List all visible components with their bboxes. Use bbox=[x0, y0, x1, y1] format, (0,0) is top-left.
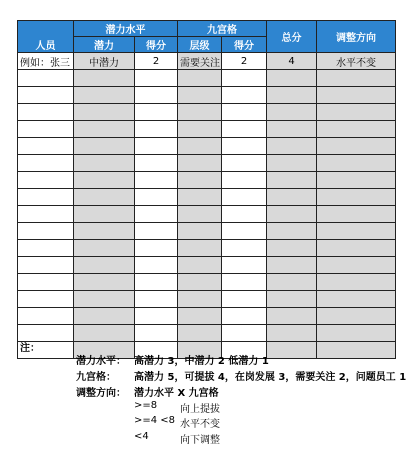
cell-potential[interactable]: 中潜力 bbox=[74, 53, 135, 70]
cell-direction[interactable] bbox=[317, 223, 396, 240]
nine-box-legend-label: 九宫格： bbox=[76, 372, 116, 383]
header-potential-group: 潜力水平 bbox=[74, 21, 178, 37]
cell-potential-score[interactable] bbox=[135, 155, 178, 172]
cell-level-score[interactable] bbox=[222, 240, 267, 257]
cell-potential-score[interactable] bbox=[135, 87, 178, 104]
cell-person[interactable] bbox=[18, 257, 74, 274]
cell-total[interactable] bbox=[267, 257, 317, 274]
cell-potential-score[interactable] bbox=[135, 325, 178, 342]
table-row bbox=[18, 172, 396, 189]
cell-total[interactable] bbox=[267, 104, 317, 121]
cell-potential-score[interactable]: 2 bbox=[135, 53, 178, 70]
cell-level[interactable] bbox=[178, 121, 222, 138]
cell-total[interactable] bbox=[267, 121, 317, 138]
table-row bbox=[18, 121, 396, 138]
table-row bbox=[18, 291, 396, 308]
cell-total[interactable] bbox=[267, 206, 317, 223]
cell-total[interactable] bbox=[267, 70, 317, 87]
cell-level-score[interactable] bbox=[222, 206, 267, 223]
cell-person[interactable] bbox=[18, 121, 74, 138]
cell-level[interactable] bbox=[178, 87, 222, 104]
header-direction: 调整方向 bbox=[317, 21, 396, 53]
cell-potential[interactable] bbox=[74, 257, 135, 274]
cell-total[interactable] bbox=[267, 172, 317, 189]
cell-total[interactable] bbox=[267, 274, 317, 291]
header-total: 总分 bbox=[267, 21, 317, 53]
cell-potential[interactable] bbox=[74, 274, 135, 291]
table-row bbox=[18, 155, 396, 172]
cell-potential[interactable] bbox=[74, 121, 135, 138]
cell-level-score[interactable] bbox=[222, 342, 267, 359]
cell-person[interactable] bbox=[18, 104, 74, 121]
cell-direction[interactable] bbox=[317, 121, 396, 138]
cell-level[interactable] bbox=[178, 206, 222, 223]
header-level: 层级 bbox=[178, 37, 222, 53]
cell-potential-score[interactable] bbox=[135, 104, 178, 121]
cell-level[interactable] bbox=[178, 291, 222, 308]
cell-potential[interactable] bbox=[74, 138, 135, 155]
header-row-top bbox=[18, 21, 396, 37]
cell-potential[interactable] bbox=[74, 70, 135, 87]
cell-level-score[interactable] bbox=[222, 325, 267, 342]
cell-level[interactable] bbox=[178, 342, 222, 359]
rule-1-condition: >=8 bbox=[134, 400, 158, 411]
cell-level-score[interactable]: 2 bbox=[222, 53, 267, 70]
cell-person[interactable] bbox=[18, 172, 74, 189]
cell-level[interactable] bbox=[178, 274, 222, 291]
cell-potential[interactable] bbox=[74, 240, 135, 257]
cell-direction[interactable] bbox=[317, 342, 396, 359]
cell-direction[interactable] bbox=[317, 189, 396, 206]
cell-person[interactable] bbox=[18, 206, 74, 223]
cell-total[interactable] bbox=[267, 189, 317, 206]
table-row bbox=[18, 257, 396, 274]
example-row bbox=[18, 53, 396, 70]
cell-potential[interactable] bbox=[74, 291, 135, 308]
cell-direction[interactable]: 水平不变 bbox=[317, 53, 396, 70]
cell-level-score[interactable] bbox=[222, 138, 267, 155]
cell-potential[interactable] bbox=[74, 325, 135, 342]
rule-1-result: 向上提拔 bbox=[180, 404, 220, 415]
table-row bbox=[18, 104, 396, 121]
cell-direction[interactable] bbox=[317, 291, 396, 308]
table-row bbox=[18, 325, 396, 342]
cell-potential[interactable] bbox=[74, 223, 135, 240]
cell-level[interactable] bbox=[178, 172, 222, 189]
table-row bbox=[18, 274, 396, 291]
cell-total[interactable] bbox=[267, 87, 317, 104]
table-row bbox=[18, 240, 396, 257]
note-label: 注： bbox=[20, 343, 40, 354]
cell-potential-score[interactable] bbox=[135, 308, 178, 325]
cell-person[interactable] bbox=[18, 223, 74, 240]
cell-potential[interactable] bbox=[74, 87, 135, 104]
cell-level-score[interactable] bbox=[222, 104, 267, 121]
cell-person[interactable] bbox=[18, 138, 74, 155]
cell-total[interactable] bbox=[267, 155, 317, 172]
cell-total[interactable] bbox=[267, 223, 317, 240]
header-potential-score: 得分 bbox=[135, 37, 178, 53]
cell-direction[interactable] bbox=[317, 172, 396, 189]
cell-direction[interactable] bbox=[317, 155, 396, 172]
potential-legend-label: 潜力水平： bbox=[76, 356, 126, 367]
cell-direction[interactable] bbox=[317, 274, 396, 291]
cell-level-score[interactable] bbox=[222, 189, 267, 206]
cell-level-score[interactable] bbox=[222, 274, 267, 291]
cell-potential-score[interactable] bbox=[135, 342, 178, 359]
evaluation-table bbox=[17, 20, 396, 359]
cell-potential-score[interactable] bbox=[135, 240, 178, 257]
table-row bbox=[18, 342, 396, 359]
table-row bbox=[18, 189, 396, 206]
rule-3-condition: <4 bbox=[134, 431, 149, 442]
cell-level[interactable] bbox=[178, 138, 222, 155]
cell-direction[interactable] bbox=[317, 104, 396, 121]
cell-potential[interactable] bbox=[74, 342, 135, 359]
cell-direction[interactable] bbox=[317, 70, 396, 87]
cell-level-score[interactable] bbox=[222, 223, 267, 240]
cell-potential-score[interactable] bbox=[135, 291, 178, 308]
cell-direction[interactable] bbox=[317, 206, 396, 223]
cell-direction[interactable] bbox=[317, 308, 396, 325]
cell-potential-score[interactable] bbox=[135, 121, 178, 138]
cell-level-score[interactable] bbox=[222, 257, 267, 274]
cell-level-score[interactable] bbox=[222, 291, 267, 308]
cell-person[interactable] bbox=[18, 274, 74, 291]
cell-total[interactable] bbox=[267, 325, 317, 342]
cell-person[interactable] bbox=[18, 325, 74, 342]
table-row bbox=[18, 138, 396, 155]
nine-box-legend-text: 高潜力 5，可提拔 4，在岗发展 3，需要关注 2，问题员工 1 bbox=[134, 372, 407, 383]
cell-level[interactable] bbox=[178, 104, 222, 121]
cell-level-score[interactable] bbox=[222, 308, 267, 325]
table-row bbox=[18, 70, 396, 87]
cell-total[interactable] bbox=[267, 138, 317, 155]
header-nine-box-group: 九宫格 bbox=[178, 21, 267, 37]
cell-person[interactable] bbox=[18, 308, 74, 325]
cell-potential[interactable] bbox=[74, 206, 135, 223]
cell-level[interactable] bbox=[178, 189, 222, 206]
cell-potential[interactable] bbox=[74, 189, 135, 206]
table-row bbox=[18, 223, 396, 240]
header-person: 人员 bbox=[18, 21, 74, 53]
cell-person[interactable] bbox=[18, 155, 74, 172]
potential-legend-text: 高潜力 3，中潜力 2 低潜力 1 bbox=[134, 356, 269, 367]
rule-2-condition: >=4 <8 bbox=[134, 415, 176, 426]
cell-potential-score[interactable] bbox=[135, 70, 178, 87]
cell-total[interactable] bbox=[267, 240, 317, 257]
cell-level-score[interactable] bbox=[222, 87, 267, 104]
cell-level[interactable] bbox=[178, 308, 222, 325]
cell-person[interactable] bbox=[18, 342, 74, 359]
cell-potential-score[interactable] bbox=[135, 206, 178, 223]
cell-direction[interactable] bbox=[317, 87, 396, 104]
cell-potential[interactable] bbox=[74, 172, 135, 189]
table-row bbox=[18, 87, 396, 104]
header-level-score: 得分 bbox=[222, 37, 267, 53]
cell-potential[interactable] bbox=[74, 104, 135, 121]
cell-direction[interactable] bbox=[317, 257, 396, 274]
cell-direction[interactable] bbox=[317, 325, 396, 342]
cell-person[interactable] bbox=[18, 87, 74, 104]
rule-2-result: 水平不变 bbox=[180, 419, 220, 430]
cell-potential-score[interactable] bbox=[135, 138, 178, 155]
cell-level-score[interactable] bbox=[222, 172, 267, 189]
cell-potential-score[interactable] bbox=[135, 172, 178, 189]
cell-person[interactable] bbox=[18, 240, 74, 257]
cell-total[interactable] bbox=[267, 342, 317, 359]
table-row bbox=[18, 308, 396, 325]
cell-potential[interactable] bbox=[74, 155, 135, 172]
cell-level[interactable] bbox=[178, 257, 222, 274]
table-row bbox=[18, 206, 396, 223]
cell-level[interactable] bbox=[178, 155, 222, 172]
cell-level-score[interactable] bbox=[222, 155, 267, 172]
direction-legend-label: 调整方向： bbox=[76, 388, 126, 399]
direction-legend-text: 潜力水平 X 九宫格 bbox=[134, 388, 219, 399]
cell-level-score[interactable] bbox=[222, 121, 267, 138]
cell-total[interactable]: 4 bbox=[267, 53, 317, 70]
cell-level[interactable] bbox=[178, 325, 222, 342]
cell-level-score[interactable] bbox=[222, 70, 267, 87]
cell-potential-score[interactable] bbox=[135, 223, 178, 240]
cell-person[interactable] bbox=[18, 189, 74, 206]
cell-potential-score[interactable] bbox=[135, 274, 178, 291]
cell-potential[interactable] bbox=[74, 308, 135, 325]
cell-person[interactable] bbox=[18, 70, 74, 87]
rule-3-result: 向下调整 bbox=[180, 435, 220, 446]
cell-level[interactable] bbox=[178, 240, 222, 257]
cell-potential-score[interactable] bbox=[135, 257, 178, 274]
header-potential: 潜力 bbox=[74, 37, 135, 53]
cell-level[interactable]: 需要关注 bbox=[178, 53, 222, 70]
cell-person[interactable] bbox=[18, 291, 74, 308]
cell-total[interactable] bbox=[267, 291, 317, 308]
cell-level[interactable] bbox=[178, 70, 222, 87]
cell-direction[interactable] bbox=[317, 138, 396, 155]
cell-potential-score[interactable] bbox=[135, 189, 178, 206]
cell-direction[interactable] bbox=[317, 240, 396, 257]
cell-level[interactable] bbox=[178, 223, 222, 240]
cell-total[interactable] bbox=[267, 308, 317, 325]
cell-person[interactable]: 例如：张三 bbox=[18, 53, 74, 70]
